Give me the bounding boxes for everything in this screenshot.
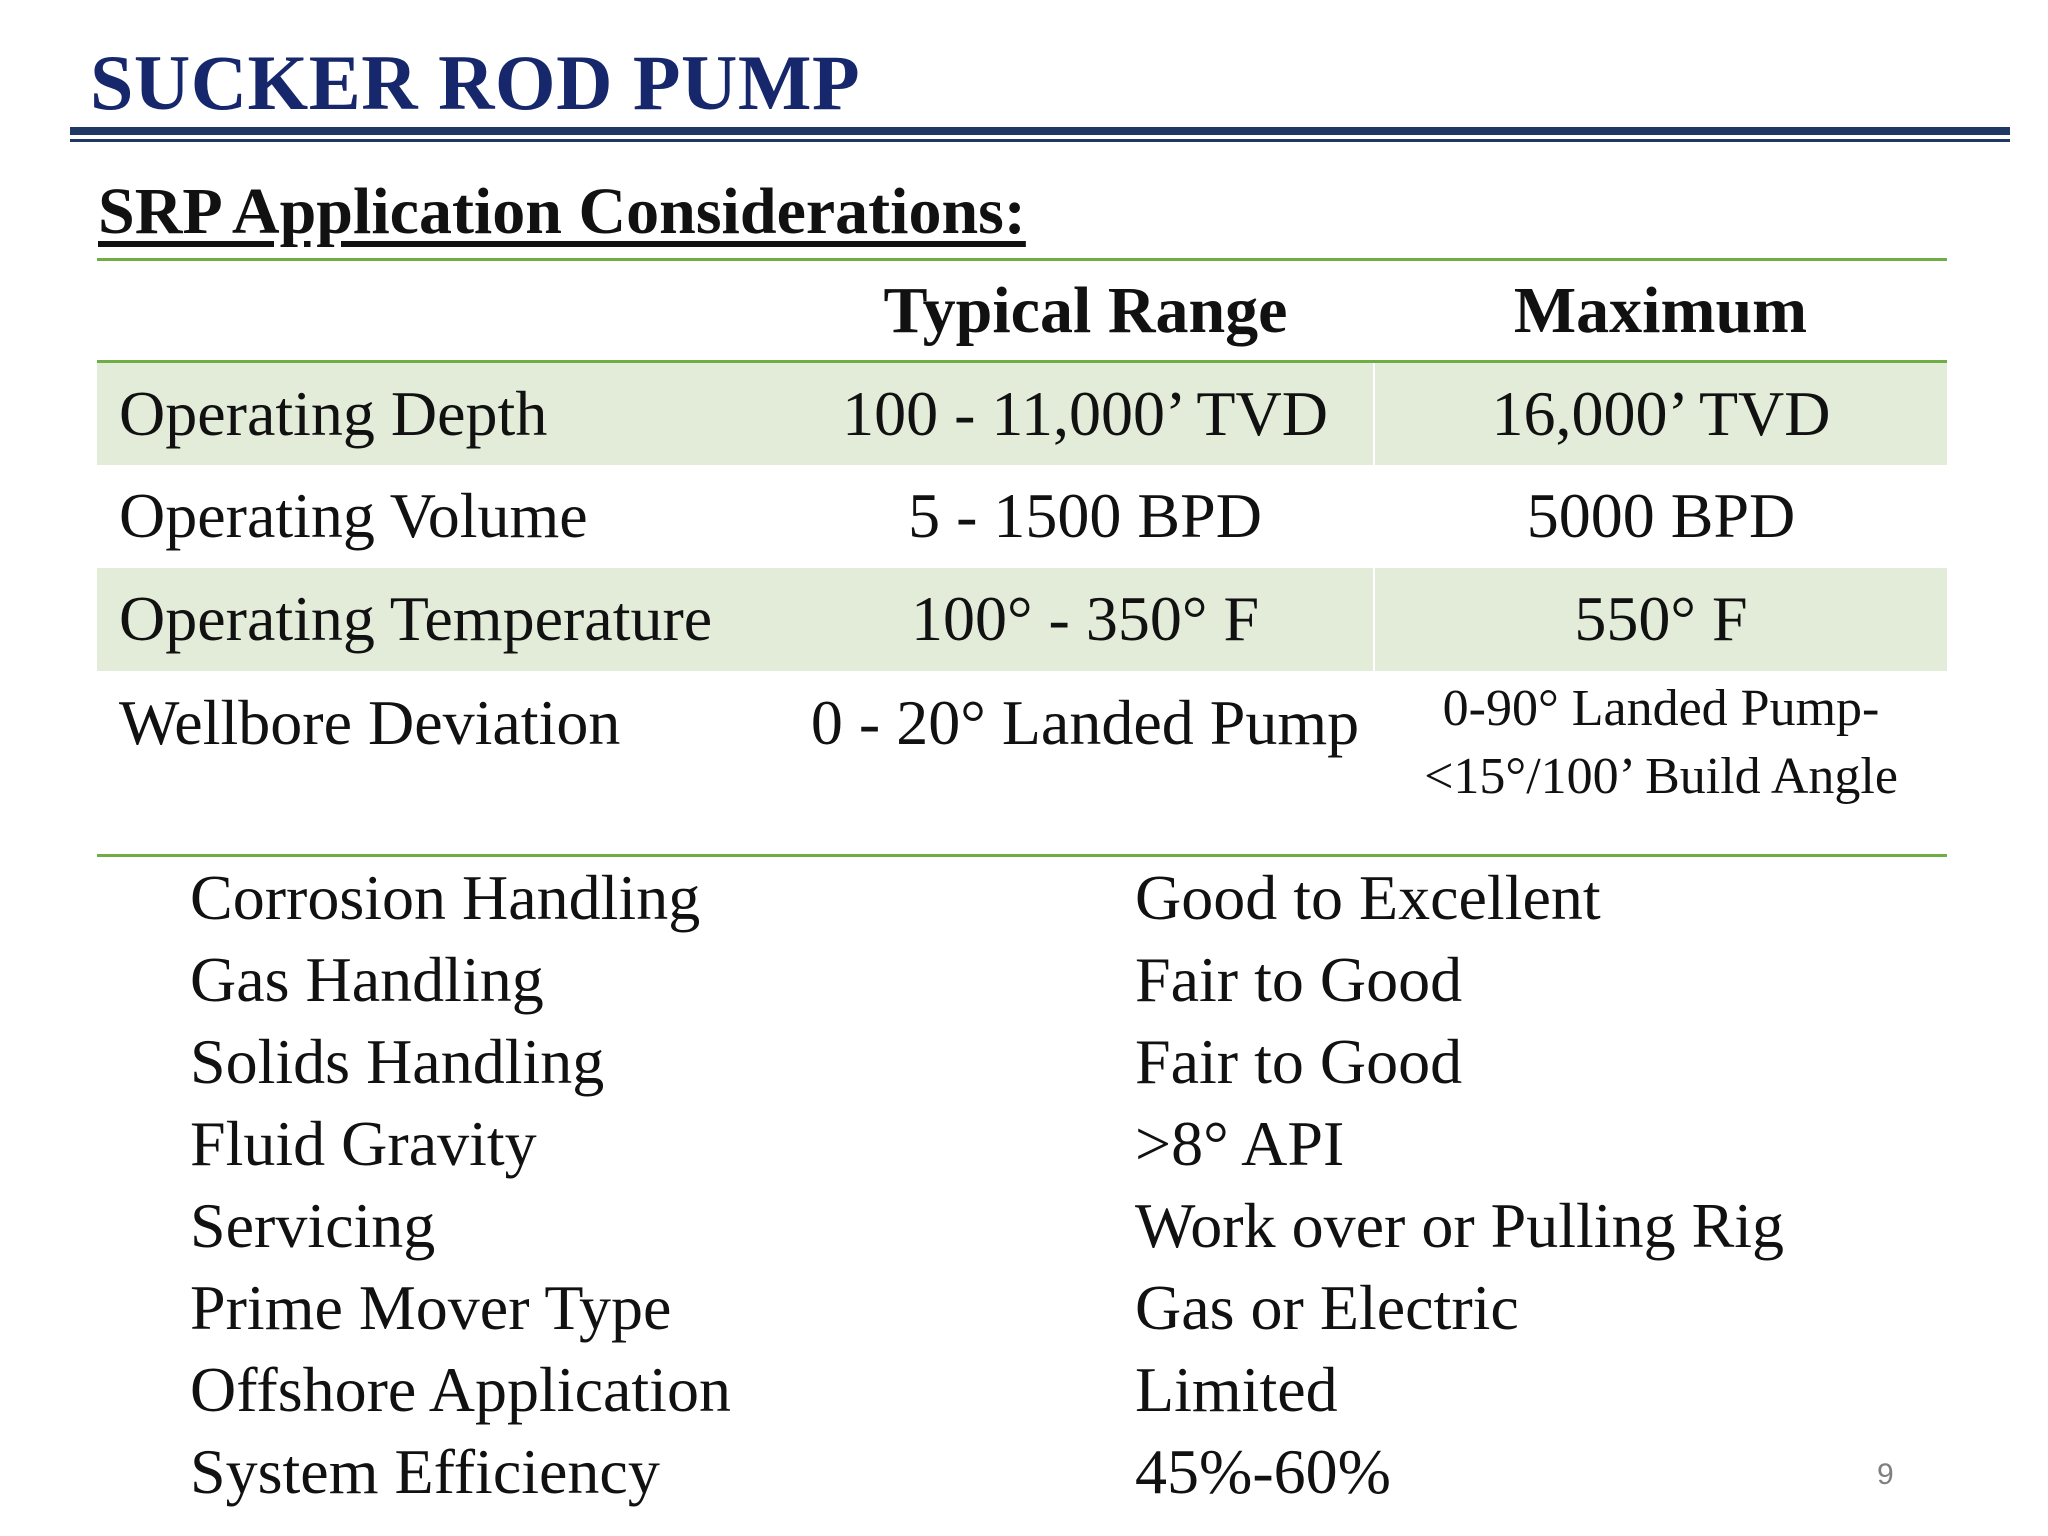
property-label: Corrosion Handling — [190, 862, 701, 933]
table-row — [97, 671, 1947, 856]
row-typical: 0 - 20° Landed Pump — [797, 671, 1374, 856]
property-value: Limited — [1135, 1354, 1338, 1425]
list-item — [190, 857, 1950, 939]
property-label: Fluid Gravity — [190, 1108, 537, 1179]
page-number: 9 — [1877, 1458, 1894, 1491]
section-subtitle: SRP Application Considerations: — [98, 175, 1026, 248]
property-value: Fair to Good — [1135, 1026, 1463, 1097]
row-label: Operating Temperature — [97, 568, 797, 671]
row-label: Operating Volume — [119, 480, 588, 551]
property-value: 45%-60% — [1135, 1436, 1391, 1507]
header-typical-range: Typical Range — [797, 260, 1374, 362]
property-label: Servicing — [190, 1190, 436, 1261]
list-item — [190, 1267, 1950, 1349]
property-value: Fair to Good — [1135, 944, 1463, 1015]
row-maximum: 0-90° Landed Pump- <15°/100’ Build Angle — [1424, 679, 1898, 805]
property-label: Prime Mover Type — [190, 1272, 672, 1343]
row-maximum: 16,000’ TVD — [1374, 362, 1947, 465]
property-label: Solids Handling — [190, 1026, 605, 1097]
application-range-table — [97, 258, 1947, 857]
table-row — [97, 465, 1947, 568]
list-item — [190, 1185, 1950, 1267]
property-value: Gas or Electric — [1135, 1272, 1519, 1343]
slide-title: SUCKER ROD PUMP — [90, 39, 861, 126]
row-typical: 100 - 11,000’ TVD — [797, 362, 1374, 465]
table-row — [97, 568, 1947, 671]
property-label: Offshore Application — [190, 1354, 731, 1425]
title-divider-thick — [70, 127, 2010, 135]
row-typical: 5 - 1500 BPD — [797, 465, 1374, 568]
row-label: Wellbore Deviation — [119, 686, 621, 758]
title-divider-thin — [70, 139, 2010, 142]
property-value: Work over or Pulling Rig — [1135, 1190, 1785, 1261]
property-label: Gas Handling — [190, 944, 544, 1015]
property-value: Good to Excellent — [1135, 862, 1601, 933]
header-parameter — [97, 260, 797, 362]
list-item — [190, 939, 1950, 1021]
table-header-row — [97, 260, 1947, 362]
row-label: Operating Depth — [97, 362, 797, 465]
row-typical: 100° - 350° F — [797, 568, 1374, 671]
table-row — [97, 362, 1947, 465]
list-item — [190, 1349, 1950, 1431]
list-item — [190, 1021, 1950, 1103]
row-maximum: 5000 BPD — [1526, 480, 1796, 551]
property-value: >8° API — [1135, 1108, 1345, 1179]
property-list — [190, 857, 1950, 1513]
property-label: System Efficiency — [190, 1436, 660, 1507]
header-maximum: Maximum — [1374, 260, 1947, 362]
row-maximum: 550° F — [1374, 568, 1947, 671]
list-item — [190, 1431, 1950, 1513]
list-item — [190, 1103, 1950, 1185]
